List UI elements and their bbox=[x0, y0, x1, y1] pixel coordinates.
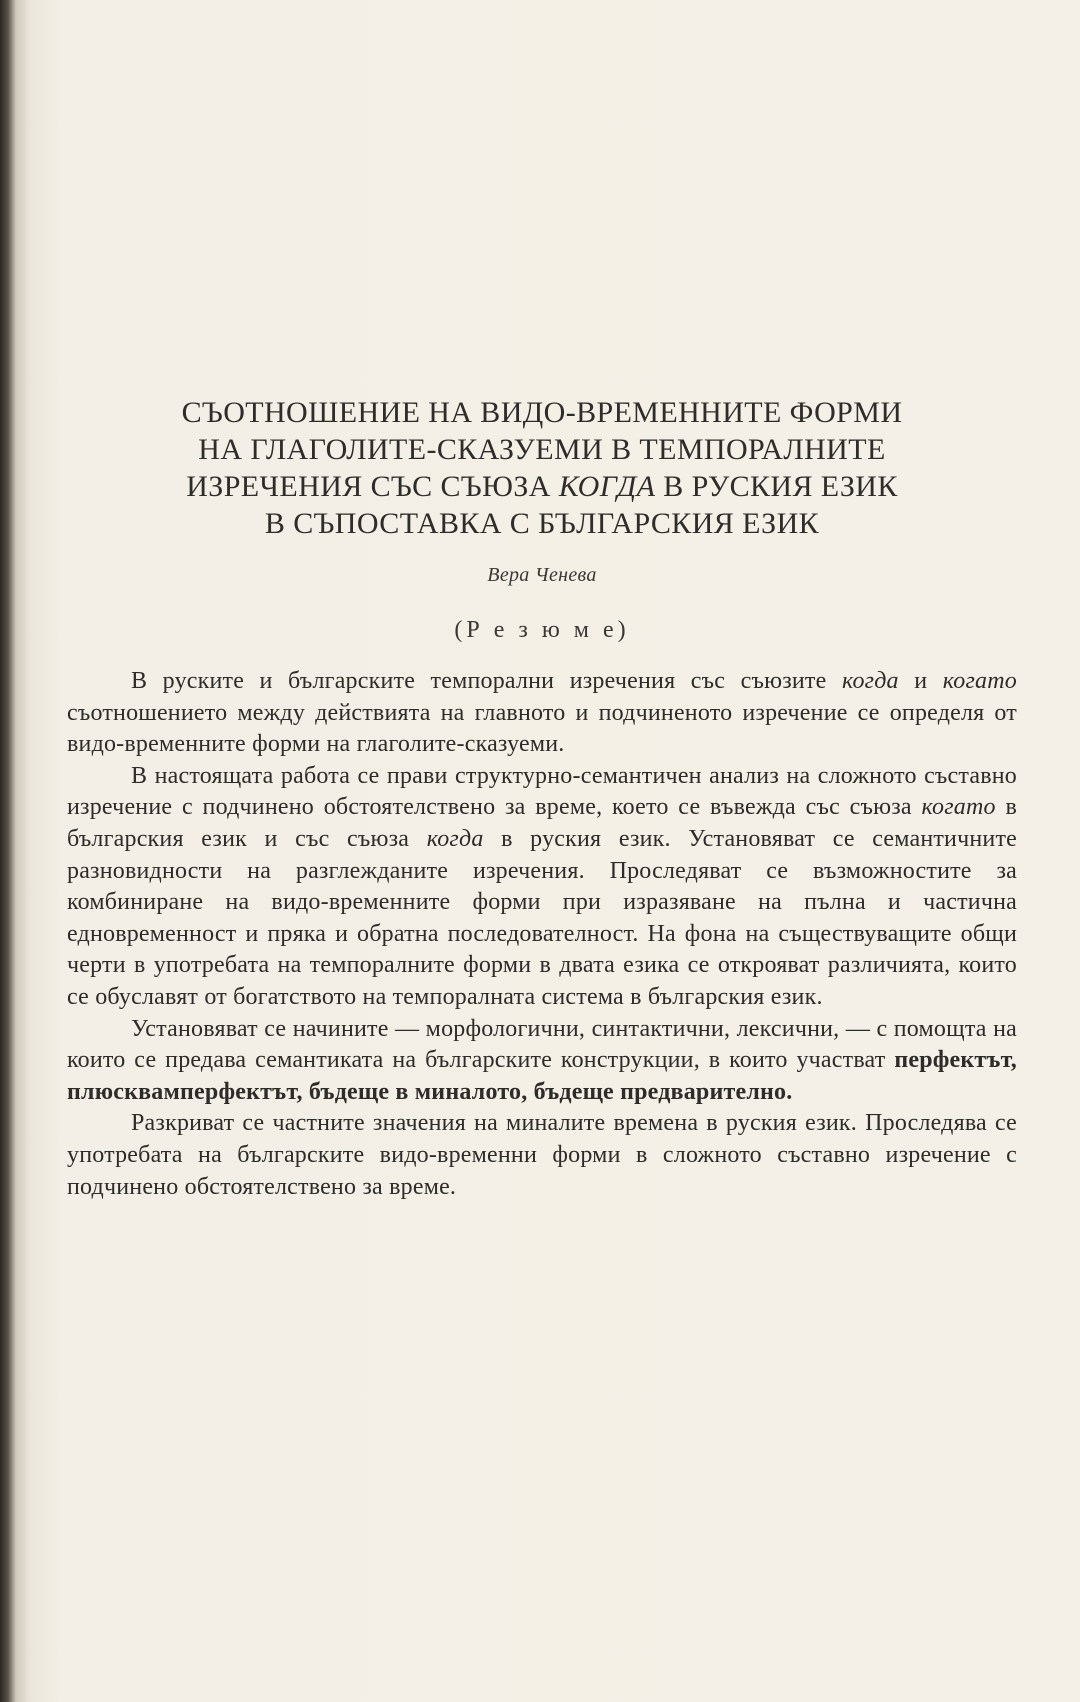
paragraph-1-italic-1: когда bbox=[841, 668, 899, 694]
title-line-2: НА ГЛАГОЛИТЕ-СКАЗУЕМИ В ТЕМПОРАЛНИТЕ bbox=[198, 433, 886, 466]
title-line-4: В СЪПОСТАВКА С БЪЛГАРСКИЯ ЕЗИК bbox=[264, 507, 820, 540]
paragraph-2 bbox=[67, 761, 1017, 1014]
title-line-3-start: ИЗРЕЧЕНИЯ СЪС СЪЮЗА bbox=[186, 470, 559, 503]
paragraph-3-text-1: Установяват се начините — морфологични, синтактични, лексични, — с помощта на които се предава семантиката на българските конструкции, в които участват bbox=[67, 1015, 1017, 1074]
resume-body bbox=[67, 666, 1017, 1203]
title-line-3 bbox=[67, 468, 1017, 505]
paragraph-3 bbox=[67, 1014, 1017, 1109]
paragraph-3-bold-1: перфектът, плюсквамперфектът, бъдеще в миналото, бъдеще предварително. bbox=[67, 1047, 1017, 1105]
title-line-3-end: В РУСКИЯ ЕЗИК bbox=[655, 470, 898, 503]
title-line-3-italic: КОГДА bbox=[558, 470, 656, 503]
document-title bbox=[67, 394, 1017, 542]
paragraph-1-italic-2: когато bbox=[942, 668, 1017, 694]
document-content bbox=[67, 394, 1017, 1203]
resume-label: (Р е з ю м е) bbox=[454, 617, 630, 643]
paragraph-2-italic-2: когда bbox=[426, 825, 484, 852]
paragraph-2-text-2: в българския език и със съюза bbox=[67, 794, 1017, 852]
paragraph-1-text-1: В руските и българските темпорални изречения със съюзите bbox=[131, 668, 842, 694]
paragraph-1 bbox=[67, 666, 1017, 761]
author-name: Вера Ченева bbox=[487, 564, 597, 586]
paragraph-2-text-3: в руския език. Установяват се семантичните разновидности на разглежданите изречения. Проследяват се възможностите за комбиниране на видо-временните форми при изразяване на пълна и частична едновременност и пряка и обратна последователност. На фона на съществуващите общи черти в употребата на темпоралните форми в двата езика се открояват различията, които се обуславят от богатството на темпоралната система в българския език. bbox=[67, 825, 1017, 1010]
title-line-1: СЪОТНОШЕНИЕ НА ВИДО-ВРЕМЕННИТЕ ФОРМИ bbox=[181, 396, 903, 429]
paragraph-1-text-3: съотношението между действията на главното и подчиненото изречение се определя от видо-временните форми на глаголите-сказуеми. bbox=[67, 699, 1017, 758]
paragraph-4: Разкриват се частните значения на миналите времена в руския език. Проследява се употребата на българските видо-временни форми в сложното съставно изречение с подчинено обстоятелствено за време. bbox=[67, 1110, 1017, 1200]
paragraph-2-italic-1: когато bbox=[921, 794, 996, 821]
paragraph-2-text-1: В настоящата работа се прави структурно-семантичен анализ на сложното съставно изречение с подчинено обстоятелствено за време, което се въвежда със съюза bbox=[67, 762, 1017, 821]
paragraph-1-text-2: и bbox=[898, 668, 943, 694]
